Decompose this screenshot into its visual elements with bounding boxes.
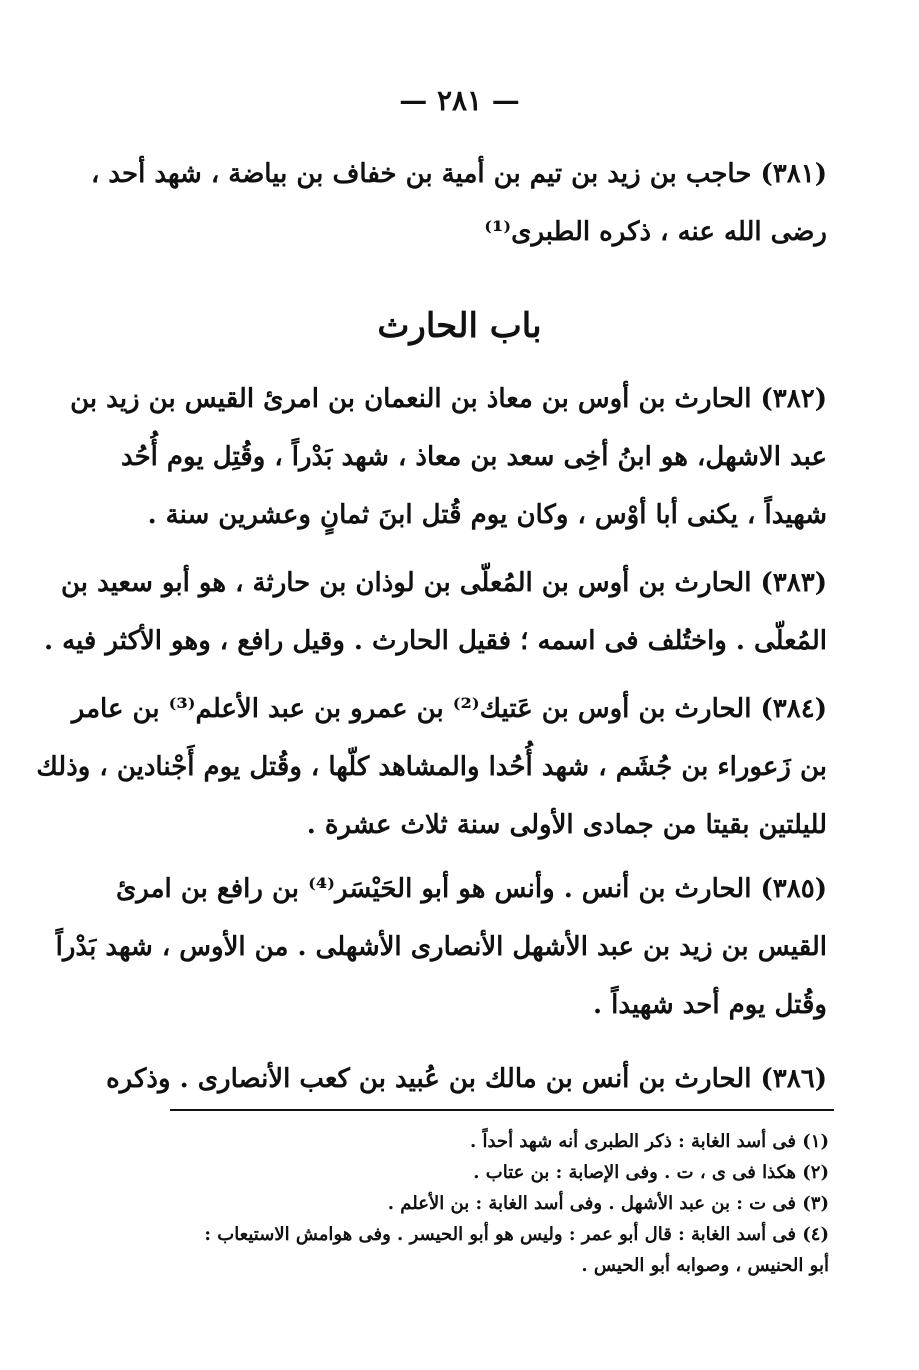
entry-386-line-1: (٣٨٦) الحارث بن أنس بن مالك بن عُبيد بن كعب الأنصارى . وذكره — [106, 1064, 827, 1094]
section-heading: باب الحارث — [377, 306, 542, 346]
entry-385-line-2: القيس بن زيد بن عبد الأشهل الأنصارى الأشهلى . من الأوس ، شهد بَدْراً — [55, 932, 827, 962]
footnote-divider — [170, 1109, 834, 1111]
entry-385 — [55, 860, 827, 1034]
entry-382 — [70, 370, 827, 544]
page-number: — ٢٨١ — — [399, 84, 520, 117]
entry-382-line-1: (٣٨٢) الحارث بن أوس بن معاذ بن النعمان بن امرئ القيس بن زيد بن — [70, 384, 827, 414]
entry-384-line-1: (٣٨٤) الحارث بن أوس بن عَتيك⁽²⁾ بن عمرو بن عبد الأعلم⁽³⁾ بن عامر — [71, 694, 827, 724]
footnote-1: (١) فى أسد الغابة : ذكر الطبرى أنه شهد أحداً . — [469, 1131, 829, 1152]
entry-382-line-2: عبد الاشهل، هو ابنُ أخِى سعد بن معاذ ، شهد بَدْراً ، وقُتِل يوم أُحُد — [120, 442, 827, 472]
footnote-4: (٤) فى أسد الغابة : قال أبو عمر : وليس هو أبو الحيسر . وفى هوامش الاستيعاب : — [204, 1224, 829, 1245]
entry-385-line-1: (٣٨٥) الحارث بن أنس . وأنس هو أبو الحَيْسَر⁽⁴⁾ بن رافع بن امرئ — [115, 874, 827, 904]
entry-383 — [44, 554, 827, 670]
entry-381-line-2: رضى الله عنه ، ذكره الطبرى⁽¹⁾ — [484, 217, 827, 247]
entry-381-line-1: (٣٨١) حاجب بن زيد بن تيم بن أمية بن خفاف بن بياضة ، شهد أحد ، — [90, 159, 827, 189]
entry-386 — [106, 1050, 827, 1108]
entry-385-line-3: وقُتل يوم أحد شهيداً . — [593, 990, 827, 1020]
entry-384-line-3: لليلتين بقيتا من جمادى الأولى سنة ثلاث عشرة . — [306, 810, 827, 840]
entry-383-line-2: المُعلّى . واختُلف فى اسمه ؛ فقيل الحارث . وقيل رافع ، وهو الأكثر فيه . — [44, 626, 827, 656]
footnotes — [159, 1126, 829, 1281]
entry-381 — [90, 145, 827, 261]
entry-382-line-3: شهيداً ، يكنى أبا أوْس ، وكان يوم قُتل ابنَ ثمانٍ وعشرين سنة . — [147, 500, 827, 530]
footnote-3: (٣) فى ت : بن عبد الأشهل . وفى أسد الغابة : بن الأعلم . — [387, 1193, 829, 1214]
footnote-4-continued: أبو الحنيس ، وصوابه أبو الحيس . — [581, 1255, 829, 1276]
footnote-2: (٢) هكذا فى ى ، ت . وفى الإصابة : بن عتاب . — [473, 1162, 829, 1183]
entry-383-line-1: (٣٨٣) الحارث بن أوس بن المُعلّى بن لوذان بن حارثة ، هو أبو سعيد بن — [60, 568, 827, 598]
entry-384-line-2: بن زَعوراء بن جُشَم ، شهد أُحُدا والمشاهد كلّها ، وقُتل يوم أَجْنادين ، وذلك — [36, 752, 827, 782]
entry-384 — [36, 680, 827, 854]
